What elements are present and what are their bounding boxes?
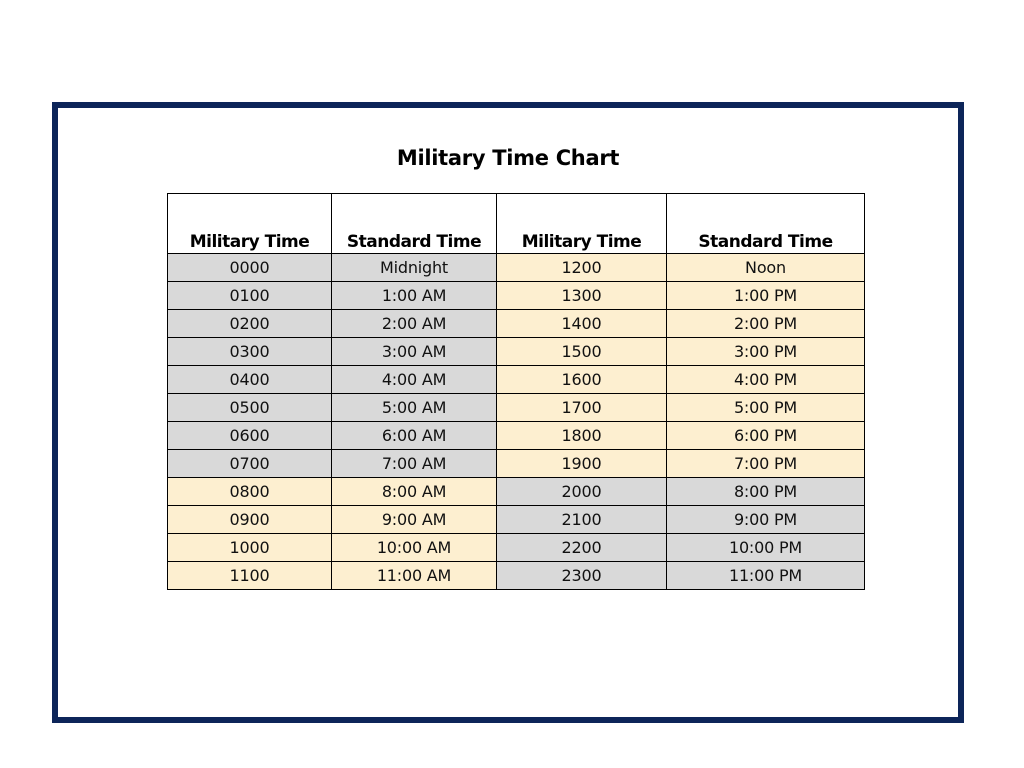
- military-time-cell: 0800: [168, 478, 332, 506]
- table-row: [168, 254, 865, 282]
- table-row: [168, 506, 865, 534]
- page-title: Military Time Chart: [396, 146, 620, 170]
- standard-time-cell: 5:00 PM: [667, 394, 865, 422]
- standard-time-cell: 6:00 AM: [332, 422, 497, 450]
- military-time-table: [167, 193, 865, 590]
- standard-time-cell: 11:00 AM: [332, 562, 497, 590]
- standard-time-cell: Noon: [667, 254, 865, 282]
- military-time-cell: 1700: [497, 394, 667, 422]
- standard-time-cell: 3:00 PM: [667, 338, 865, 366]
- standard-time-cell: 9:00 PM: [667, 506, 865, 534]
- table-row: [168, 562, 865, 590]
- table-row: [168, 338, 865, 366]
- military-time-cell: 2000: [497, 478, 667, 506]
- military-time-cell: 1400: [497, 310, 667, 338]
- standard-time-cell: 7:00 PM: [667, 450, 865, 478]
- standard-time-cell: 7:00 AM: [332, 450, 497, 478]
- standard-time-cell: 1:00 AM: [332, 282, 497, 310]
- table-row: [168, 478, 865, 506]
- chart-frame: [52, 102, 964, 723]
- military-time-cell: 1800: [497, 422, 667, 450]
- military-time-cell: 1300: [497, 282, 667, 310]
- military-time-cell: 0700: [168, 450, 332, 478]
- military-time-cell: 2100: [497, 506, 667, 534]
- header-standard-time-right: Standard Time: [667, 194, 865, 254]
- standard-time-cell: 5:00 AM: [332, 394, 497, 422]
- military-time-cell: 0000: [168, 254, 332, 282]
- table-row: [168, 534, 865, 562]
- table-row: [168, 366, 865, 394]
- table-row: [168, 450, 865, 478]
- standard-time-cell: 6:00 PM: [667, 422, 865, 450]
- header-military-time-right: Military Time: [497, 194, 667, 254]
- standard-time-cell: Midnight: [332, 254, 497, 282]
- standard-time-cell: 9:00 AM: [332, 506, 497, 534]
- standard-time-cell: 4:00 PM: [667, 366, 865, 394]
- military-time-cell: 1000: [168, 534, 332, 562]
- military-time-cell: 0400: [168, 366, 332, 394]
- military-time-cell: 1200: [497, 254, 667, 282]
- table-row: [168, 394, 865, 422]
- standard-time-cell: 10:00 PM: [667, 534, 865, 562]
- standard-time-cell: 11:00 PM: [667, 562, 865, 590]
- standard-time-cell: 2:00 PM: [667, 310, 865, 338]
- military-time-cell: 0500: [168, 394, 332, 422]
- military-time-cell: 1900: [497, 450, 667, 478]
- military-time-cell: 0300: [168, 338, 332, 366]
- military-time-cell: 0600: [168, 422, 332, 450]
- standard-time-cell: 8:00 PM: [667, 478, 865, 506]
- header-row: [168, 194, 865, 254]
- header-military-time-left: Military Time: [168, 194, 332, 254]
- table-row: [168, 282, 865, 310]
- military-time-cell: 2300: [497, 562, 667, 590]
- military-time-cell: 2200: [497, 534, 667, 562]
- standard-time-cell: 2:00 AM: [332, 310, 497, 338]
- military-time-cell: 1500: [497, 338, 667, 366]
- military-time-cell: 0100: [168, 282, 332, 310]
- standard-time-cell: 10:00 AM: [332, 534, 497, 562]
- table-row: [168, 422, 865, 450]
- military-time-cell: 0200: [168, 310, 332, 338]
- standard-time-cell: 1:00 PM: [667, 282, 865, 310]
- military-time-cell: 1600: [497, 366, 667, 394]
- standard-time-cell: 4:00 AM: [332, 366, 497, 394]
- standard-time-cell: 3:00 AM: [332, 338, 497, 366]
- standard-time-cell: 8:00 AM: [332, 478, 497, 506]
- military-time-cell: 1100: [168, 562, 332, 590]
- header-standard-time-left: Standard Time: [332, 194, 497, 254]
- military-time-cell: 0900: [168, 506, 332, 534]
- table-row: [168, 310, 865, 338]
